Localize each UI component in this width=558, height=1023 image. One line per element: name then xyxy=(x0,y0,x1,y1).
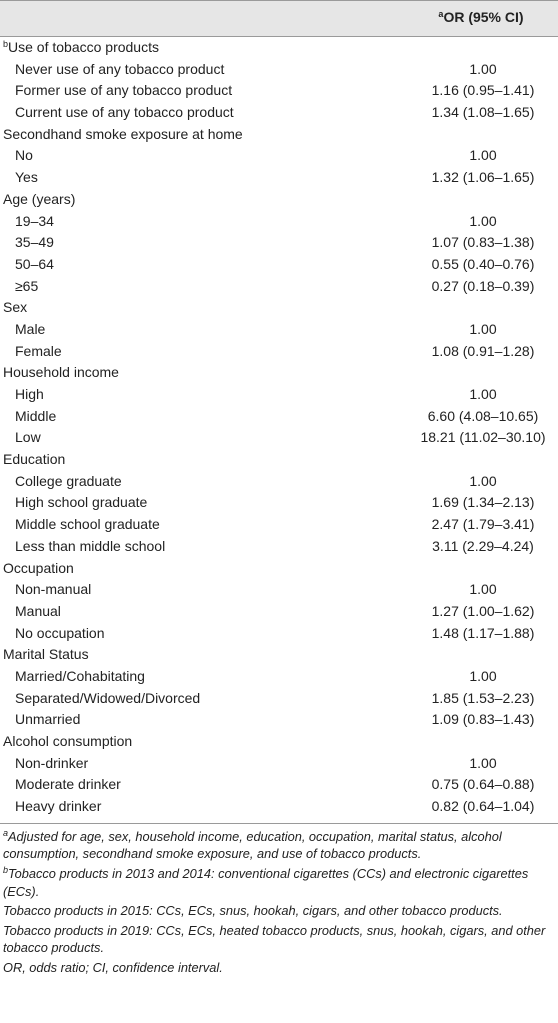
table-row xyxy=(0,514,558,536)
row-label-text: 50–64 xyxy=(15,255,54,272)
footnote xyxy=(3,959,554,977)
row-label xyxy=(0,690,200,706)
row-value: 1.09 (0.83–1.43) xyxy=(431,711,535,728)
row-value: 0.75 (0.64–0.88) xyxy=(431,776,535,793)
row-label xyxy=(0,364,119,380)
row-label xyxy=(0,581,91,597)
row-value: 1.00 xyxy=(469,212,497,229)
row-label xyxy=(0,494,147,510)
row-label xyxy=(0,256,54,272)
row-label-text: 35–49 xyxy=(15,234,54,251)
row-value: 1.34 (1.08–1.65) xyxy=(431,104,535,121)
row-value: 1.00 xyxy=(469,60,497,77)
row-label-text: Middle xyxy=(15,407,57,424)
row-label-text: Separated/Widowed/Divorced xyxy=(15,689,201,706)
row-value: 1.69 (1.34–2.13) xyxy=(431,494,535,511)
table-row-category xyxy=(0,189,558,211)
footnote-text: Tobacco products in 2019: CCs, ECs, heated tobacco products, snus, hookah, cigars, and other tobacco products. xyxy=(3,922,546,956)
row-label-superscript: b xyxy=(3,39,9,49)
row-label-text: Education xyxy=(3,451,66,468)
table-row xyxy=(0,666,558,688)
row-label-text: High school graduate xyxy=(15,494,148,511)
row-label xyxy=(0,538,165,554)
footnote xyxy=(3,865,554,900)
table-row xyxy=(0,167,558,189)
row-value: 1.00 xyxy=(469,472,497,489)
row-label xyxy=(0,755,88,771)
table-row xyxy=(0,623,558,645)
row-label xyxy=(0,343,62,359)
row-label xyxy=(0,82,232,98)
table-body xyxy=(0,37,558,818)
row-value: 1.08 (0.91–1.28) xyxy=(431,342,535,359)
row-label xyxy=(0,451,65,467)
row-label xyxy=(0,104,234,120)
row-value: 1.27 (1.00–1.62) xyxy=(431,602,535,619)
row-label xyxy=(0,798,101,814)
table-row xyxy=(0,145,558,167)
row-label-text: Age (years) xyxy=(3,190,76,207)
row-label xyxy=(0,711,80,727)
row-value: 6.60 (4.08–10.65) xyxy=(427,407,539,424)
row-value: 1.85 (1.53–2.23) xyxy=(431,689,535,706)
table-row xyxy=(0,471,558,493)
row-value: 2.47 (1.79–3.41) xyxy=(431,516,535,533)
row-label-text: Heavy drinker xyxy=(15,798,102,815)
row-label xyxy=(0,299,27,315)
table-row xyxy=(0,384,558,406)
row-label-text: Manual xyxy=(15,602,61,619)
row-label-text: Alcohol consumption xyxy=(3,733,133,749)
footnote xyxy=(3,922,554,957)
table-row xyxy=(0,80,558,102)
row-label xyxy=(0,408,56,424)
row-label-text: Occupation xyxy=(3,559,74,576)
row-label-text: Non-manual xyxy=(15,581,92,598)
table-row xyxy=(0,341,558,363)
row-label-text: Less than middle school xyxy=(15,537,166,554)
table-row-category xyxy=(0,731,558,753)
row-label xyxy=(0,733,132,749)
row-label-text: Former use of any tobacco product xyxy=(15,82,233,99)
table-row xyxy=(0,319,558,341)
row-value: 0.27 (0.18–0.39) xyxy=(431,277,535,294)
row-value: 18.21 (11.02–30.10) xyxy=(420,429,546,446)
row-label xyxy=(0,213,54,229)
row-value: 1.00 xyxy=(469,147,497,164)
row-label-text: No xyxy=(15,147,33,164)
table-row xyxy=(0,427,558,449)
row-value: 1.32 (1.06–1.65) xyxy=(431,169,535,186)
row-label-text: Never use of any tobacco product xyxy=(15,60,225,77)
row-label xyxy=(0,321,45,337)
table-row-category xyxy=(0,449,558,471)
table-row xyxy=(0,59,558,81)
row-label xyxy=(0,473,122,489)
row-label xyxy=(0,39,159,55)
table-row xyxy=(0,276,558,298)
row-label xyxy=(0,61,224,77)
table-row xyxy=(0,102,558,124)
table-row xyxy=(0,232,558,254)
table-row xyxy=(0,796,558,818)
table-row-category xyxy=(0,124,558,146)
row-label xyxy=(0,278,38,294)
row-value: 1.00 xyxy=(469,320,497,337)
row-value: 1.48 (1.17–1.88) xyxy=(431,624,535,641)
row-label-text: Female xyxy=(15,342,62,359)
row-label xyxy=(0,625,105,641)
table-row xyxy=(0,753,558,775)
row-label-text: Yes xyxy=(15,169,38,186)
footnote-superscript: b xyxy=(3,864,9,875)
row-label xyxy=(0,386,44,402)
row-value: 1.00 xyxy=(469,754,497,771)
footnote xyxy=(3,902,554,920)
row-label-text: Married/Cohabitating xyxy=(15,667,145,684)
table-row xyxy=(0,211,558,233)
row-label xyxy=(0,126,243,142)
row-label-text: Male xyxy=(15,320,46,337)
row-value: 1.16 (0.95–1.41) xyxy=(431,82,535,99)
row-label-text: Low xyxy=(15,429,41,446)
row-label-text: No occupation xyxy=(15,624,105,641)
table-row-category xyxy=(0,362,558,384)
row-label-text: Current use of any tobacco product xyxy=(15,104,234,121)
table-row xyxy=(0,579,558,601)
row-value: 0.82 (0.64–1.04) xyxy=(431,798,535,815)
table-row xyxy=(0,492,558,514)
table-footnotes xyxy=(0,824,558,977)
footnote-text: Tobacco products in 2013 and 2014: conventional cigarettes (CCs) and electronic cigarettes (ECs). xyxy=(3,865,529,899)
row-value: 0.55 (0.40–0.76) xyxy=(431,255,535,272)
column-header-or xyxy=(406,9,556,25)
row-label-text: Marital Status xyxy=(3,646,89,663)
row-label-text: ≥65 xyxy=(15,277,39,294)
footnote-superscript: a xyxy=(3,827,9,838)
row-label-text: College graduate xyxy=(15,472,122,489)
row-label-text: High xyxy=(15,386,44,402)
row-label xyxy=(0,776,121,792)
table-row xyxy=(0,254,558,276)
table-row xyxy=(0,536,558,558)
row-label-text: Middle school graduate xyxy=(15,516,160,533)
row-label xyxy=(0,147,33,163)
row-label-text: Sex xyxy=(3,299,28,316)
row-label xyxy=(0,234,54,250)
row-label-text: Use of tobacco products xyxy=(8,39,159,55)
footnote xyxy=(3,828,554,863)
row-label-text: Household income xyxy=(3,364,119,381)
table-row-category xyxy=(0,297,558,319)
table-row-category xyxy=(0,644,558,666)
row-label xyxy=(0,646,89,662)
header-superscript: a xyxy=(438,9,444,19)
row-label xyxy=(0,169,38,185)
row-label xyxy=(0,191,75,207)
row-value: 1.00 xyxy=(469,581,497,598)
row-label xyxy=(0,668,145,684)
row-label xyxy=(0,429,41,445)
row-label xyxy=(0,560,74,576)
row-label xyxy=(0,603,61,619)
table-row-category xyxy=(0,37,558,59)
header-label: OR (95% CI) xyxy=(443,9,524,25)
row-label-text: Unmarried xyxy=(15,711,81,728)
table-header xyxy=(0,0,558,37)
row-label-text: Non-drinker xyxy=(15,754,89,771)
row-label-text: 19–34 xyxy=(15,212,54,229)
row-value: 1.00 xyxy=(469,386,497,402)
table-row xyxy=(0,601,558,623)
table-row xyxy=(0,709,558,731)
footnote-text: Tobacco products in 2015: CCs, ECs, snus, hookah, cigars, and other tobacco products. xyxy=(3,903,503,919)
row-value: 1.07 (0.83–1.38) xyxy=(431,234,535,251)
table-row xyxy=(0,406,558,428)
footnote-text: OR, odds ratio; CI, confidence interval. xyxy=(3,959,223,975)
table-row xyxy=(0,688,558,710)
row-label-text: Moderate drinker xyxy=(15,776,121,793)
row-value: 1.00 xyxy=(469,667,497,684)
table-row xyxy=(0,774,558,796)
row-value: 3.11 (2.29–4.24) xyxy=(432,537,534,554)
row-label-text: Secondhand smoke exposure at home xyxy=(3,125,243,142)
row-label xyxy=(0,516,160,532)
table-row-category xyxy=(0,558,558,580)
footnote-text: Adjusted for age, sex, household income, education, occupation, marital status, alcohol consumption, secondhand smoke exposure, and use of tobacco products. xyxy=(3,828,502,862)
